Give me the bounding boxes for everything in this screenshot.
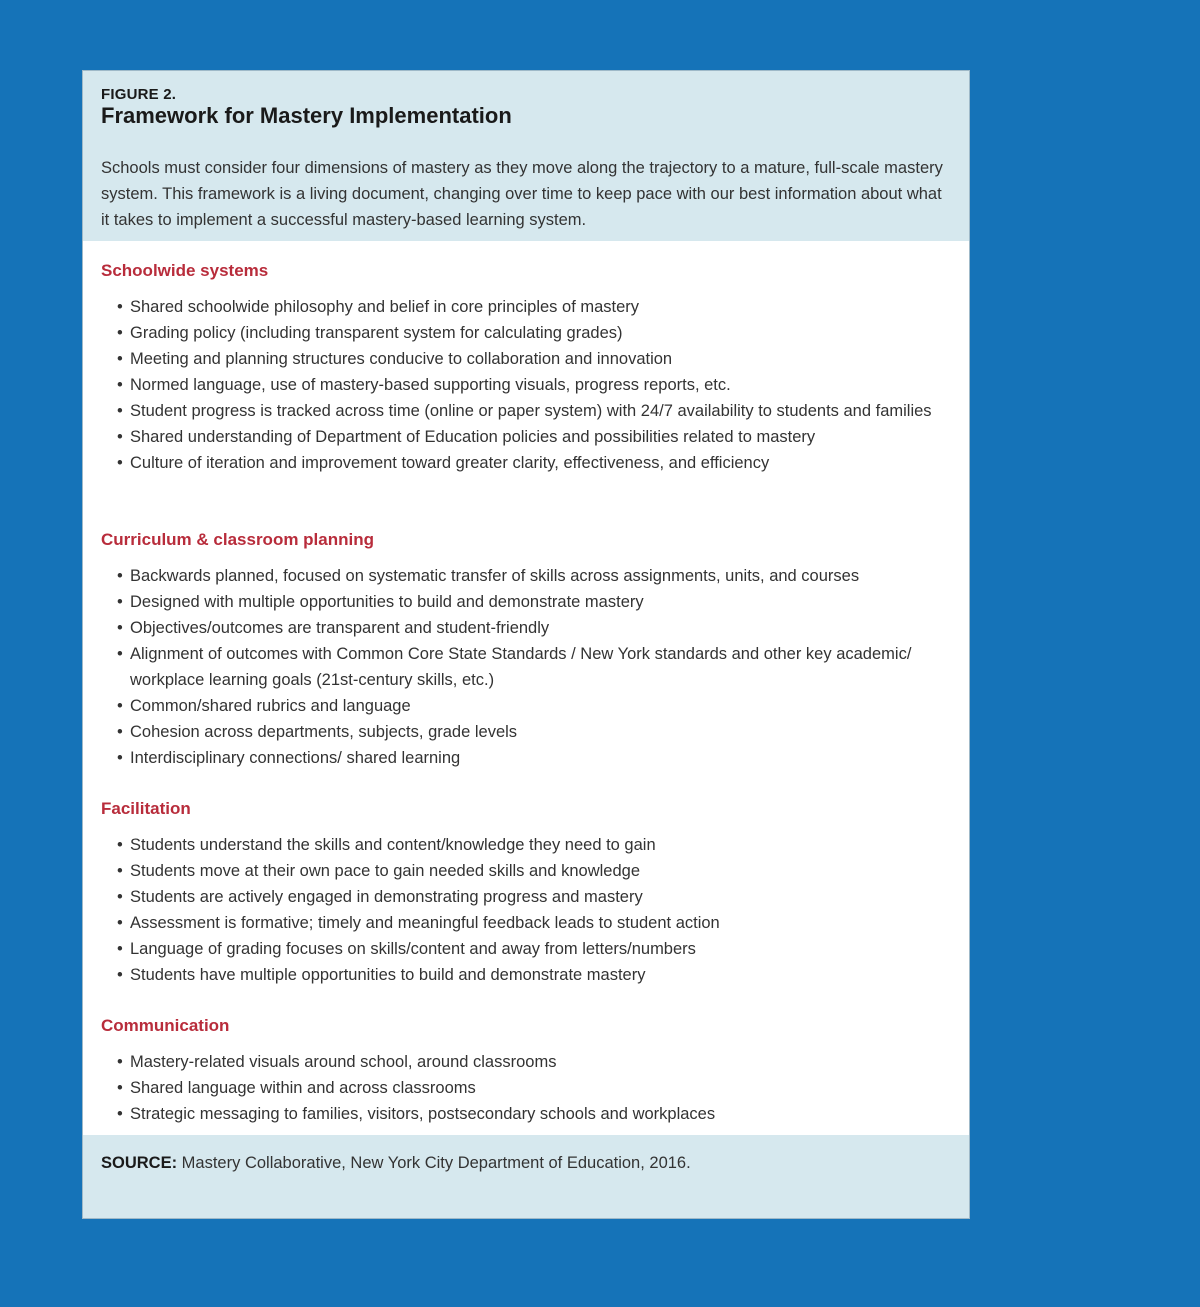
list-item: • Students move at their own pace to gain needed skills and knowledge (130, 858, 953, 884)
section-schoolwide-systems (101, 260, 953, 476)
figure-card (83, 71, 969, 1218)
source-text: Mastery Collaborative, New York City Department of Education, 2016. (177, 1154, 691, 1172)
list-item: • Strategic messaging to families, visitors, postsecondary schools and workplaces (130, 1101, 953, 1127)
list-item: • Shared schoolwide philosophy and belief in core principles of mastery (130, 294, 953, 320)
list-item: • Culture of iteration and improvement toward greater clarity, effectiveness, and efficiency (130, 450, 953, 476)
bullet-list (101, 832, 953, 988)
bullet-list (101, 294, 953, 476)
figure-body (83, 241, 969, 1135)
figure-intro: Schools must consider four dimensions of mastery as they move along the trajectory to a mature, full-scale mastery system. This framework is a living document, changing over time to keep pace with our best information about what it takes to implement a successful mastery-based learning system. (101, 159, 943, 229)
section-facilitation (101, 798, 953, 988)
section-communication (101, 1015, 953, 1127)
list-item: • Backwards planned, focused on systematic transfer of skills across assignments, units, and courses (130, 563, 953, 589)
bullet-list (101, 563, 953, 771)
list-item: • Shared understanding of Department of Education policies and possibilities related to mastery (130, 424, 953, 450)
section-heading: Curriculum & classroom planning (101, 530, 374, 549)
list-item: • Students understand the skills and content/knowledge they need to gain (130, 832, 953, 858)
source-label: SOURCE: (101, 1154, 178, 1172)
section-heading: Communication (101, 1016, 230, 1035)
list-item: • Meeting and planning structures conducive to collaboration and innovation (130, 346, 953, 372)
list-item: • Alignment of outcomes with Common Core State Standards / New York standards and other key academic/ workplace learning goals (21st-century skills, etc.) (130, 641, 953, 693)
list-item: • Designed with multiple opportunities to build and demonstrate mastery (130, 589, 953, 615)
list-item: • Language of grading focuses on skills/content and away from letters/numbers (130, 936, 953, 962)
figure-footer (83, 1135, 969, 1218)
list-item: • Interdisciplinary connections/ shared learning (130, 745, 953, 771)
section-heading: Facilitation (101, 799, 191, 818)
list-item: • Students have multiple opportunities to build and demonstrate mastery (130, 962, 953, 988)
section-curriculum-planning (101, 529, 953, 771)
figure-title: Framework for Mastery Implementation (101, 103, 512, 128)
list-item: • Student progress is tracked across time (online or paper system) with 24/7 availability to students and families (130, 398, 953, 424)
bullet-list (101, 1049, 953, 1127)
source-note (101, 1154, 691, 1173)
list-item: • Normed language, use of mastery-based supporting visuals, progress reports, etc. (130, 372, 953, 398)
list-item: • Students are actively engaged in demonstrating progress and mastery (130, 884, 953, 910)
list-item: • Mastery-related visuals around school, around classrooms (130, 1049, 953, 1075)
list-item: • Assessment is formative; timely and meaningful feedback leads to student action (130, 910, 953, 936)
list-item: • Common/shared rubrics and language (130, 693, 953, 719)
list-item: • Objectives/outcomes are transparent and student-friendly (130, 615, 953, 641)
figure-label: FIGURE 2. (101, 86, 177, 103)
figure-header (83, 71, 969, 241)
list-item: • Cohesion across departments, subjects, grade levels (130, 719, 953, 745)
list-item: • Shared language within and across classrooms (130, 1075, 953, 1101)
section-heading: Schoolwide systems (101, 261, 269, 280)
list-item: • Grading policy (including transparent system for calculating grades) (130, 320, 953, 346)
